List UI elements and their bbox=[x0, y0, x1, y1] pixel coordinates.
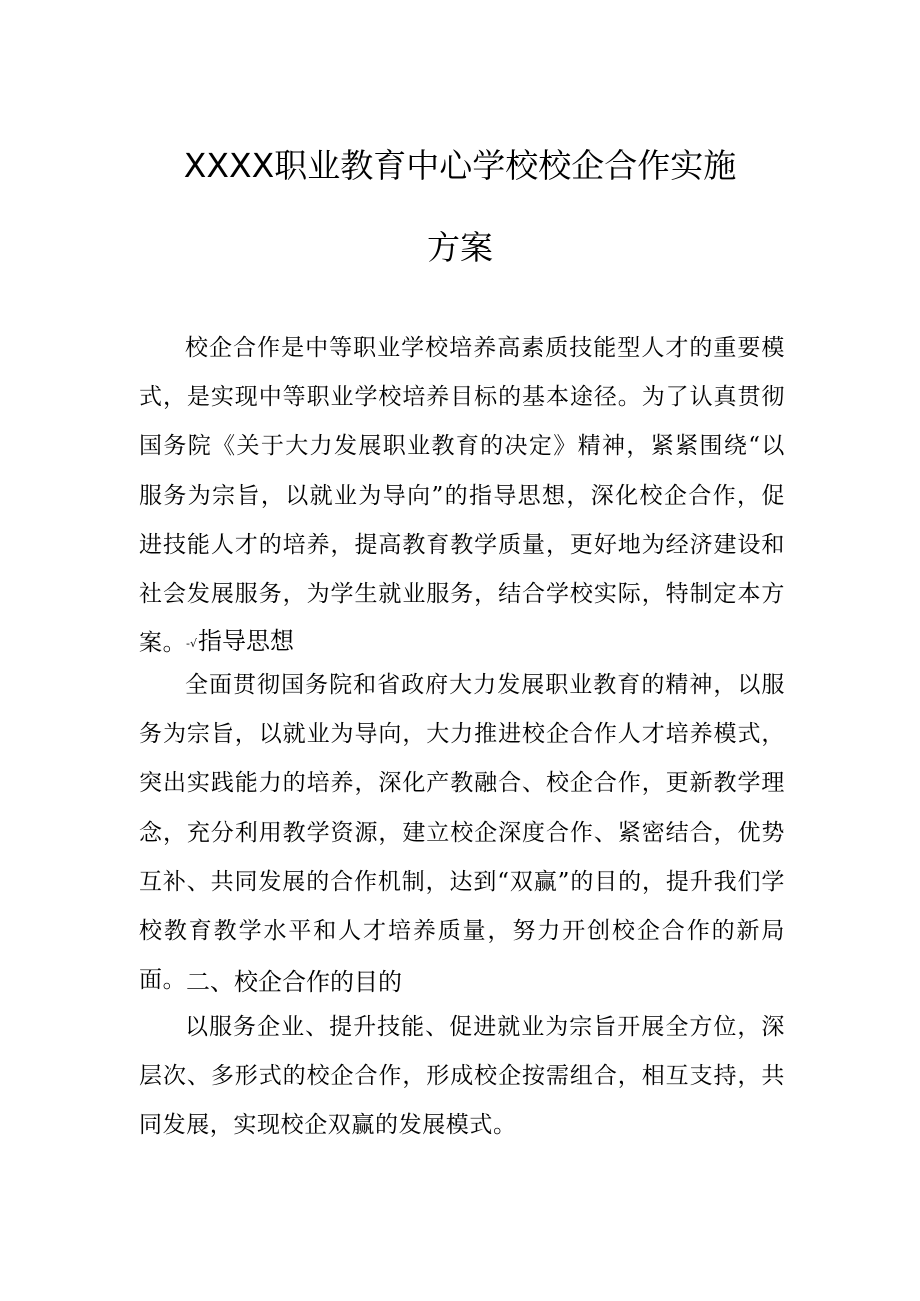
section-heading-text: 指导思想 bbox=[197, 627, 294, 655]
section-heading-text: 校企合作的目的 bbox=[234, 968, 402, 996]
intro-paragraph: 校企合作是中等职业学校培养高素质技能型人才的重要模式，是实现中等职业学校培养目标的基本途径。为了认真贯彻国务院《关于大力发展职业教育的决定》精神，紧紧围绕“以服务为宗旨，以就业为导向”的指导思想，深化校企合作，促进技能人才的培养，提高教育教学质量，更好地为经济建设和社会发展服务，为学生就业服务，结合学校实际，特制定本方案。 bbox=[139, 335, 785, 657]
document-title-line-2: 方案 bbox=[427, 228, 493, 267]
section-body-cooperation-purpose: 以服务企业、提升技能、促进就业为宗旨开展全方位，深层次、多形式的校企合作，形成校企按需组合，相互支持，共同发展，实现校企双赢的发展模式。 bbox=[139, 1014, 785, 1139]
section-number: 二、 bbox=[186, 968, 234, 996]
section-body-guiding-ideology: 全面贯彻国务院和省政府大力发展职业教育的精神，以服务为宗旨，以就业为导向，大力推进校企合作人才培养模式，突出实践能力的培养，深化产教融合、校企合作，更新教学理念，充分利用教学资源，建立校企深度合作、紧密结合，优势互补、共同发展的合作机制，达到“双赢”的目的，提升我们学校教育教学水平和人才培养质量，努力开创校企合作的新局面。 bbox=[139, 672, 785, 994]
section-heading-cooperation-purpose bbox=[186, 962, 402, 997]
section-heading-guiding-ideology bbox=[186, 621, 294, 656]
section-number: -√ bbox=[186, 637, 197, 650]
document-title-line-1: XXXX职业教育中心学校校企合作实施 bbox=[183, 146, 737, 185]
